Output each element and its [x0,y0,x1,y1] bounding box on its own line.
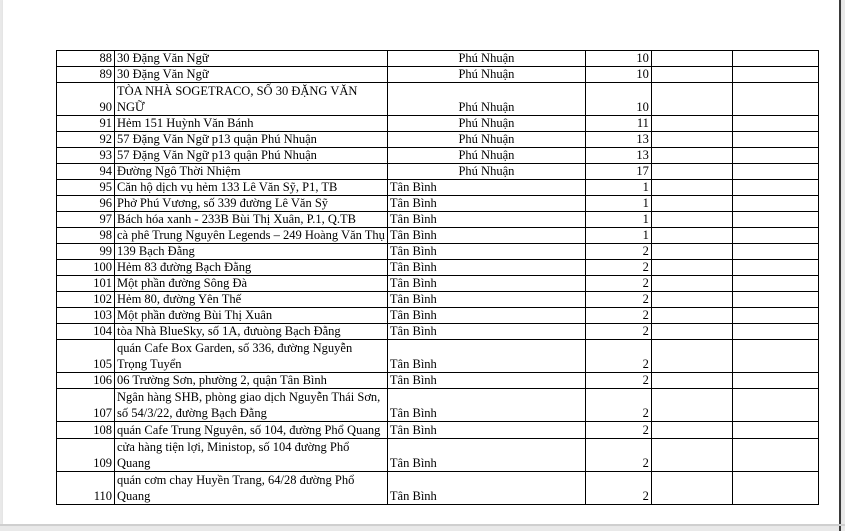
address-cell: 57 Đặng Văn Ngữ p13 quận Phú Nhuận [115,148,388,164]
page-edge-right [839,0,841,531]
district-cell: Tân Bình [387,180,585,196]
empty-cell [732,196,818,212]
address-cell: Hẻm 151 Huỳnh Văn Bánh [115,116,388,132]
row-number-cell: 101 [57,276,115,292]
address-cell: cà phê Trung Nguyên Legends – 249 Hoàng Văn Thụ [115,228,388,244]
empty-cell [732,340,818,373]
value-cell: 2 [585,340,651,373]
value-cell: 10 [585,67,651,83]
row-number-cell: 108 [57,422,115,439]
row-number-cell: 100 [57,260,115,276]
empty-cell [732,51,818,67]
empty-cell [732,132,818,148]
table-row [57,196,819,212]
empty-cell [732,373,818,389]
table-body [57,51,819,505]
empty-cell [651,148,732,164]
empty-cell [651,260,732,276]
table-row [57,276,819,292]
value-cell: 13 [585,148,651,164]
district-cell: Phú Nhuận [387,148,585,164]
document-page [3,0,839,524]
empty-cell [732,116,818,132]
row-number-cell: 91 [57,116,115,132]
table-row [57,439,819,472]
empty-cell [651,212,732,228]
table-row [57,212,819,228]
table-row [57,292,819,308]
table-row [57,422,819,439]
district-cell: Tân Bình [387,260,585,276]
empty-cell [651,439,732,472]
value-cell: 2 [585,260,651,276]
value-cell: 2 [585,439,651,472]
district-cell: Tân Bình [387,373,585,389]
empty-cell [651,116,732,132]
row-number-cell: 99 [57,244,115,260]
value-cell: 17 [585,164,651,180]
address-cell: Phở Phú Vương, số 339 đường Lê Văn Sỹ [115,196,388,212]
row-number-cell: 97 [57,212,115,228]
empty-cell [651,340,732,373]
empty-cell [732,422,818,439]
value-cell: 2 [585,422,651,439]
table-row [57,324,819,340]
row-number-cell: 103 [57,308,115,324]
empty-cell [651,180,732,196]
table-row [57,472,819,505]
address-cell: 06 Trường Sơn, phường 2, quận Tân Bình [115,373,388,389]
district-cell: Phú Nhuận [387,132,585,148]
address-cell: Một phần đường Bùi Thị Xuân [115,308,388,324]
district-cell: Tân Bình [387,276,585,292]
value-cell: 2 [585,373,651,389]
empty-cell [651,164,732,180]
value-cell: 2 [585,244,651,260]
empty-cell [732,83,818,116]
empty-cell [732,389,818,422]
table-row [57,244,819,260]
table-row [57,132,819,148]
empty-cell [732,324,818,340]
empty-cell [732,164,818,180]
empty-cell [732,228,818,244]
address-cell: Hẻm 80, đường Yên Thế [115,292,388,308]
address-cell: 30 Đặng Văn Ngữ [115,67,388,83]
address-cell: quán Cafe Box Garden, số 336, đường Nguyễn Trọng Tuyển [115,340,388,373]
value-cell: 2 [585,292,651,308]
table-row [57,373,819,389]
value-cell: 10 [585,51,651,67]
value-cell: 2 [585,308,651,324]
empty-cell [732,67,818,83]
empty-cell [651,472,732,505]
value-cell: 2 [585,324,651,340]
row-number-cell: 90 [57,83,115,116]
district-cell: Phú Nhuận [387,67,585,83]
address-cell: Bách hóa xanh - 233B Bùi Thị Xuân, P.1, Q.TB [115,212,388,228]
empty-cell [732,292,818,308]
district-cell: Tân Bình [387,472,585,505]
value-cell: 2 [585,276,651,292]
empty-cell [732,472,818,505]
district-cell: Tân Bình [387,389,585,422]
table-row [57,340,819,373]
district-cell: Tân Bình [387,244,585,260]
page-edge-bottom [0,524,845,526]
table-row [57,51,819,67]
row-number-cell: 109 [57,439,115,472]
empty-cell [651,51,732,67]
table-row [57,389,819,422]
row-number-cell: 96 [57,196,115,212]
empty-cell [732,308,818,324]
address-cell: tòa Nhà BlueSky, số 1A, đưuòng Bạch Đằng [115,324,388,340]
empty-cell [651,228,732,244]
empty-cell [651,132,732,148]
district-cell: Tân Bình [387,340,585,373]
address-cell: TÒA NHÀ SOGETRACO, SỐ 30 ĐẶNG VĂN NGỮ [115,83,388,116]
row-number-cell: 94 [57,164,115,180]
address-cell: Đường Ngô Thời Nhiệm [115,164,388,180]
empty-cell [651,67,732,83]
empty-cell [651,308,732,324]
empty-cell [651,422,732,439]
district-cell: Tân Bình [387,308,585,324]
empty-cell [732,260,818,276]
table-row [57,116,819,132]
address-cell: quán cơm chay Huyền Trang, 64/28 đường Phổ Quang [115,472,388,505]
table-row [57,83,819,116]
row-number-cell: 110 [57,472,115,505]
district-cell: Tân Bình [387,228,585,244]
empty-cell [651,373,732,389]
empty-cell [732,276,818,292]
empty-cell [651,324,732,340]
empty-cell [732,439,818,472]
row-number-cell: 89 [57,67,115,83]
row-number-cell: 88 [57,51,115,67]
address-cell: quán Cafe Trung Nguyên, số 104, đường Phổ Quang [115,422,388,439]
row-number-cell: 106 [57,373,115,389]
value-cell: 2 [585,389,651,422]
row-number-cell: 102 [57,292,115,308]
district-cell: Tân Bình [387,212,585,228]
empty-cell [651,244,732,260]
district-cell: Phú Nhuận [387,51,585,67]
table-row [57,164,819,180]
row-number-cell: 98 [57,228,115,244]
district-cell: Tân Bình [387,439,585,472]
district-cell: Tân Bình [387,196,585,212]
row-number-cell: 92 [57,132,115,148]
empty-cell [651,292,732,308]
district-cell: Tân Bình [387,324,585,340]
empty-cell [732,180,818,196]
address-cell: Hẻm 83 đường Bạch Đằng [115,260,388,276]
empty-cell [651,196,732,212]
value-cell: 1 [585,180,651,196]
value-cell: 13 [585,132,651,148]
table-row [57,180,819,196]
table-row [57,67,819,83]
address-cell: 57 Đặng Văn Ngữ p13 quận Phú Nhuận [115,132,388,148]
address-cell: Một phần đường Sông Đà [115,276,388,292]
row-number-cell: 104 [57,324,115,340]
district-cell: Phú Nhuận [387,116,585,132]
address-cell: 139 Bạch Đằng [115,244,388,260]
district-cell: Tân Bình [387,292,585,308]
value-cell: 1 [585,196,651,212]
table-row [57,308,819,324]
address-table [56,50,819,505]
empty-cell [651,276,732,292]
value-cell: 2 [585,472,651,505]
empty-cell [732,244,818,260]
address-cell: cửa hàng tiện lợi, Ministop, số 104 đường Phổ Quang [115,439,388,472]
row-number-cell: 93 [57,148,115,164]
value-cell: 1 [585,212,651,228]
row-number-cell: 95 [57,180,115,196]
address-cell: 30 Đặng Văn Ngữ [115,51,388,67]
empty-cell [651,83,732,116]
table-row [57,148,819,164]
table-row [57,260,819,276]
empty-cell [732,212,818,228]
address-cell: Căn hộ dịch vụ hẻm 133 Lê Văn Sỹ, P1, TB [115,180,388,196]
table-row [57,228,819,244]
value-cell: 10 [585,83,651,116]
district-cell: Phú Nhuận [387,164,585,180]
address-cell: Ngân hàng SHB, phòng giao dịch Nguyễn Thái Sơn, số 54/3/22, đường Bạch Đằng [115,389,388,422]
empty-cell [732,148,818,164]
row-number-cell: 105 [57,340,115,373]
row-number-cell: 107 [57,389,115,422]
value-cell: 1 [585,228,651,244]
district-cell: Tân Bình [387,422,585,439]
value-cell: 11 [585,116,651,132]
district-cell: Phú Nhuận [387,83,585,116]
empty-cell [651,389,732,422]
